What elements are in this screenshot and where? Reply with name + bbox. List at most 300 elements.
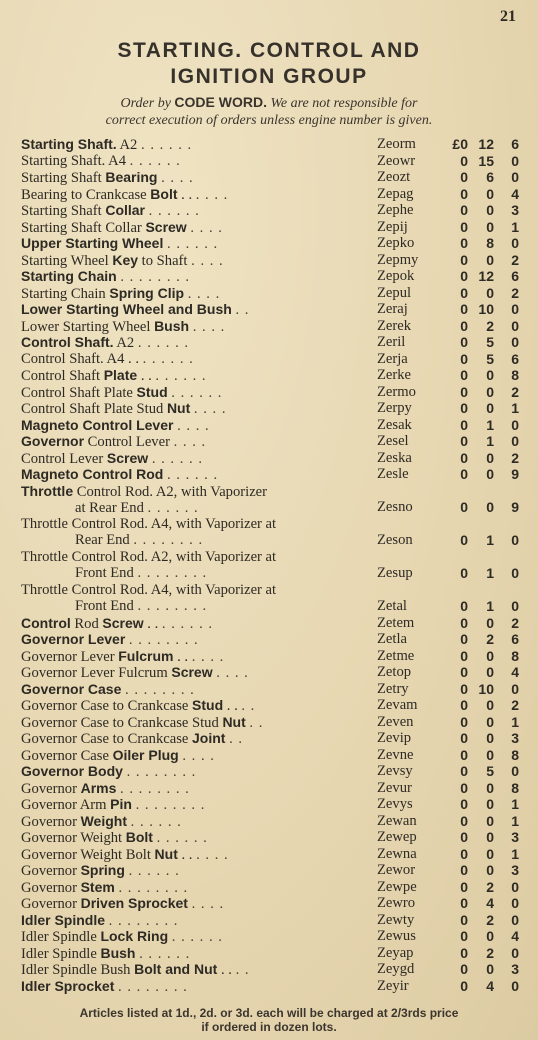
list-item: [21, 549, 521, 582]
part-description: [21, 664, 376, 682]
leader-dots: . . . . . .: [142, 350, 194, 367]
price-shillings: 0: [486, 862, 494, 878]
leader-dots: . .: [241, 698, 256, 714]
part-description: [21, 235, 376, 253]
price-pounds: 0: [460, 499, 468, 515]
description-segment: Spring Clip: [109, 284, 185, 301]
price-shillings: 0: [486, 796, 494, 812]
description-segment: Nut: [222, 713, 246, 730]
price-shillings: 0: [486, 367, 494, 383]
price-shillings: 0: [486, 284, 494, 301]
list-item: [21, 235, 521, 252]
part-description: [21, 351, 376, 368]
description-segment: Bolt: [150, 185, 178, 202]
code-word: Zevys: [377, 796, 413, 812]
price-shillings: 2: [486, 317, 494, 334]
price-pounds: 0: [460, 862, 468, 878]
code-word: Zetal: [377, 598, 407, 614]
price-shillings: 8: [486, 235, 494, 251]
price-shillings: 15: [478, 152, 494, 169]
description-segment: Governor: [21, 780, 81, 797]
price-pounds: 0: [460, 383, 468, 400]
code-word: Zerja: [377, 350, 408, 367]
part-description: [21, 829, 376, 847]
code-word: Zewty: [377, 911, 415, 928]
description-segment: Throttle: [21, 482, 74, 499]
price-shillings: 4: [486, 977, 494, 994]
code-word: Zewor: [377, 862, 416, 878]
leader-dots: . . . .: [196, 846, 229, 863]
description-segment: Starting Shaft: [21, 170, 106, 186]
description-segment: Bearing to Crankcase: [21, 186, 151, 203]
price-pounds: 0: [460, 911, 468, 928]
description-segment: Idler Spindle: [21, 945, 101, 962]
part-description: [21, 301, 376, 319]
footer-line-1: Articles listed at 1d., 2d. or 3d. each will be charged at 2/3rds price: [79, 1006, 459, 1020]
part-description: [21, 615, 376, 633]
list-item: [21, 466, 521, 483]
part-description: [21, 136, 376, 154]
price-pounds: 0: [460, 317, 468, 334]
code-word: Zevam: [377, 697, 418, 713]
description-segment: Stud: [136, 383, 168, 400]
code-word: Zepag: [377, 185, 414, 202]
leader-dots: . . . .: [195, 186, 229, 203]
list-item: [21, 417, 521, 434]
description-segment: Governor: [21, 896, 81, 912]
part-description: [21, 862, 376, 880]
price-shillings: 5: [486, 763, 494, 779]
price-pounds: 0: [460, 829, 468, 845]
description-segment: Lower Starting Wheel: [21, 318, 155, 335]
price-pence: 0: [511, 152, 519, 169]
description-segment: Governor Case to Crankcase Stud: [21, 714, 223, 731]
code-word: Zetla: [377, 631, 407, 647]
part-description: [21, 895, 376, 913]
price-shillings: 0: [486, 812, 494, 829]
price-shillings: 0: [486, 779, 494, 796]
description-segment: Starting Wheel: [21, 252, 113, 269]
part-description: [21, 417, 376, 435]
leader-dots: . . . .: [193, 401, 227, 417]
leader-dots: . . . . . . . .: [118, 978, 188, 995]
description-segment: Pin: [110, 796, 132, 812]
price-shillings: 0: [486, 829, 494, 845]
leader-dots: . . . . . .: [129, 152, 181, 169]
price-pence: 0: [511, 235, 519, 251]
code-word: Zesak: [377, 416, 412, 433]
description-segment: . .: [143, 615, 159, 632]
leader-dots: . . . . . .: [161, 615, 214, 632]
part-description: [21, 285, 376, 303]
price-pounds: 0: [460, 746, 468, 763]
description-segment: Driven Sprocket: [80, 895, 188, 911]
subtitle-line-2: correct execution of orders unless engine number is given.: [105, 113, 433, 128]
part-description: [21, 681, 376, 699]
leader-dots: . . . .: [177, 417, 210, 434]
part-description: [21, 153, 376, 170]
list-item: [21, 318, 521, 335]
price-shillings: 5: [486, 334, 494, 350]
price-pence: 0: [511, 895, 519, 911]
leader-dots: . . . .: [173, 434, 207, 450]
part-description: [21, 433, 376, 451]
price-pounds: 0: [460, 961, 468, 977]
price-pounds: 0: [460, 763, 468, 779]
part-description: [21, 796, 376, 814]
description-segment: Control Rod. A2, with Vaporizer: [73, 483, 268, 500]
price-pence: 9: [511, 466, 519, 482]
leader-dots: . .: [249, 714, 264, 731]
leader-dots: . . . .: [191, 896, 225, 912]
description-segment: Screw: [102, 614, 144, 631]
footer-line-2: if ordered in dozen lots.: [201, 1020, 337, 1034]
price-pence: 0: [511, 878, 519, 895]
list-item: [21, 714, 521, 731]
description-segment: Governor Lever: [21, 648, 119, 665]
price-shillings: 1: [486, 416, 494, 433]
description-segment: . .: [223, 698, 238, 714]
code-word: Zesle: [377, 466, 409, 482]
price-pence: 2: [511, 284, 519, 301]
list-item: [21, 780, 521, 797]
price-pounds: 0: [460, 680, 468, 697]
price-shillings: 10: [478, 301, 494, 317]
price-pounds: 0: [460, 449, 468, 466]
price-shillings: 0: [486, 928, 494, 944]
list-item: [21, 136, 521, 153]
description-segment: Stud: [192, 697, 224, 713]
description-segment: Starting Shaft: [21, 203, 106, 219]
list-item: [21, 895, 521, 912]
part-description: [21, 466, 376, 484]
code-word: Zepul: [377, 284, 412, 301]
price-pence: 2: [511, 383, 519, 400]
price-pence: 4: [511, 928, 519, 944]
leader-dots: . . . . . .: [171, 384, 223, 401]
description-segment: Starting Chain: [21, 268, 117, 284]
description-segment: A2: [113, 335, 135, 351]
description-segment: Governor Arm: [21, 797, 111, 813]
leader-dots: . . . . . .: [137, 335, 190, 351]
price-pounds: 0: [460, 796, 468, 812]
leader-dots: . . . .: [161, 170, 194, 186]
title-line-1: STARTING. CONTROL AND: [117, 39, 421, 62]
description-segment: Control Shaft: [21, 368, 104, 384]
leader-dots: . . . . . . . .: [118, 879, 189, 896]
list-item: [21, 664, 521, 681]
price-shillings: 4: [486, 895, 494, 911]
part-description: [21, 648, 376, 666]
list-item: [21, 516, 521, 549]
description-segment: Governor Weight Bolt: [21, 846, 155, 863]
price-shillings: 2: [486, 878, 494, 895]
price-pence: 1: [511, 796, 519, 812]
list-item: [21, 615, 521, 632]
code-word: Zeril: [377, 334, 406, 350]
part-description: [21, 631, 376, 649]
list-item: [21, 648, 521, 665]
list-item: [21, 186, 521, 203]
description-segment: Starting Chain: [21, 285, 110, 302]
description-segment: Governor Weight: [21, 830, 126, 846]
description-segment: Joint: [192, 730, 226, 746]
price-pence: 0: [511, 334, 519, 350]
price-pounds: 0: [460, 400, 468, 416]
part-description: [21, 186, 376, 204]
price-pounds: 0: [460, 268, 468, 284]
price-pounds: 0: [460, 730, 468, 746]
list-item: [21, 582, 521, 615]
price-pounds: 0: [460, 169, 468, 185]
list-item: [21, 285, 521, 302]
code-word: Zepmy: [377, 251, 419, 268]
price-pounds: 0: [460, 713, 468, 730]
code-word: Zepko: [377, 235, 415, 251]
list-item: [21, 796, 521, 813]
list-item: [21, 433, 521, 450]
subtitle-text-1: Order by: [120, 96, 171, 111]
description-segment: Magneto Control Lever: [21, 416, 174, 433]
code-word: Zeraj: [377, 301, 408, 317]
price-pence: 8: [511, 647, 519, 664]
description-continuation: Front End: [75, 598, 134, 614]
price-shillings: 6: [486, 169, 494, 185]
price-pounds: 0: [460, 779, 468, 796]
part-description: [21, 582, 376, 615]
price-pounds: 0: [460, 565, 468, 581]
price-pence: 2: [511, 449, 519, 466]
list-item: [21, 747, 521, 764]
part-description: [21, 780, 376, 798]
leader-dots: . . . . . . . .: [125, 681, 195, 698]
description-segment: Governor Case to Crankcase: [21, 698, 193, 714]
price-pounds: 0: [460, 878, 468, 895]
list-item: [21, 697, 521, 714]
description-segment: Bearing: [105, 169, 158, 185]
price-pounds: 0: [460, 334, 468, 350]
price-pence: 8: [511, 779, 519, 796]
description-segment: Bolt: [125, 829, 153, 845]
price-pounds: 0: [460, 235, 468, 251]
price-pence: 0: [511, 598, 519, 614]
leader-dots: . . . .: [191, 252, 224, 269]
price-pence: 6: [511, 631, 519, 647]
price-pounds: 0: [460, 350, 468, 367]
list-item: [21, 978, 521, 995]
list-item: [21, 351, 521, 368]
price-pence: 0: [511, 169, 519, 185]
description-segment: Lock Ring: [100, 928, 169, 944]
footer-note: [0, 1006, 538, 1034]
code-word: Zevip: [377, 730, 412, 746]
description-segment: Throttle Control Rod. A4, with Vaporizer at: [21, 515, 277, 532]
price-pence: 3: [511, 202, 519, 218]
code-word: Zeorm: [377, 136, 416, 152]
price-pounds: 0: [460, 812, 468, 829]
price-pounds: 0: [460, 977, 468, 994]
code-word: Zewpe: [377, 878, 417, 895]
code-word: Zepok: [377, 268, 415, 284]
description-segment: Bush: [100, 944, 136, 961]
code-word: Zesno: [377, 499, 413, 515]
part-description: [21, 252, 376, 270]
code-word: Zesup: [377, 565, 413, 581]
description-segment: Control Shaft Plate: [21, 384, 137, 401]
price-pence: 6: [511, 350, 519, 367]
list-item: [21, 961, 521, 978]
list-item: [21, 631, 521, 648]
leader-dots: . . . . . . . .: [133, 532, 204, 548]
price-pence: 0: [511, 317, 519, 334]
code-word: Zepij: [377, 218, 408, 235]
leader-dots: . . . . . . . .: [128, 632, 199, 648]
leader-dots: . . . . . . . .: [120, 269, 191, 285]
leader-dots: . . . .: [216, 665, 249, 681]
code-word: Zerpy: [377, 400, 412, 416]
description-segment: Control Shaft.: [21, 334, 114, 350]
description-continuation: Rear End: [75, 532, 130, 548]
price-pence: 6: [511, 136, 519, 152]
code-word: Zewna: [377, 845, 417, 862]
part-description: [21, 549, 376, 582]
list-item: [21, 846, 521, 863]
part-description: [21, 516, 376, 549]
code-word: Zesel: [377, 433, 409, 449]
list-item: [21, 450, 521, 467]
description-segment: Lower Starting Wheel and Bush: [21, 301, 232, 317]
price-pounds: 0: [460, 185, 468, 202]
part-description: [21, 747, 376, 765]
price-pounds: £0: [452, 136, 468, 152]
price-pounds: 0: [460, 664, 468, 680]
price-pence: 9: [511, 499, 519, 515]
leader-dots: . . . .: [187, 285, 221, 302]
part-description: [21, 318, 376, 336]
part-description: [21, 879, 376, 897]
code-word: Zetem: [377, 614, 415, 631]
description-segment: Spring: [80, 862, 125, 878]
description-segment: Bolt and Nut: [134, 961, 218, 977]
price-shillings: 5: [486, 350, 494, 367]
price-pence: 4: [511, 185, 519, 202]
description-segment: Nut: [166, 400, 191, 416]
price-shillings: 1: [486, 565, 494, 581]
price-pence: 8: [511, 746, 519, 763]
description-segment: Control: [21, 614, 71, 631]
description-segment: Magneto Control Rod: [21, 466, 164, 482]
list-item: [21, 730, 521, 747]
leader-dots: . . . . . . . .: [126, 764, 197, 780]
price-shillings: 0: [486, 400, 494, 416]
list-item: [21, 367, 521, 384]
list-item: [21, 202, 521, 219]
description-segment: . .: [177, 846, 193, 863]
code-word: Zeyap: [377, 944, 414, 961]
part-description: [21, 450, 376, 468]
leader-dots: . . . .: [192, 318, 226, 335]
price-pence: 3: [511, 862, 519, 878]
description-segment: Governor Case: [21, 747, 113, 764]
price-shillings: 0: [486, 961, 494, 977]
price-shillings: 0: [486, 185, 494, 202]
price-pence: 2: [511, 697, 519, 713]
part-description: [21, 697, 376, 715]
price-pounds: 0: [460, 301, 468, 317]
description-segment: Governor Lever Fulcrum: [21, 665, 172, 681]
price-pounds: 0: [460, 433, 468, 449]
price-pounds: 0: [460, 614, 468, 631]
code-word: Zeven: [377, 713, 414, 730]
price-pence: 1: [511, 845, 519, 862]
part-description: [21, 169, 376, 187]
part-description: [21, 730, 376, 748]
description-segment: Starting Shaft. A4: [21, 152, 126, 169]
price-shillings: 0: [486, 202, 494, 218]
description-segment: Governor Body: [21, 763, 123, 779]
description-segment: A2: [116, 137, 138, 153]
part-description: [21, 334, 376, 352]
code-word: Zewan: [377, 812, 417, 829]
list-item: [21, 681, 521, 698]
parts-list: [21, 136, 521, 994]
description-segment: Control Lever: [21, 450, 107, 467]
description-segment: Control Shaft Plate Stud: [21, 401, 167, 417]
description-segment: Governor: [21, 433, 85, 449]
code-word-label: CODE WORD.: [174, 94, 267, 110]
code-word: Zeowr: [377, 152, 416, 169]
price-pounds: 0: [460, 251, 468, 268]
price-pounds: 0: [460, 367, 468, 383]
leader-dots: . . . . . .: [139, 945, 191, 962]
code-word: Zewep: [377, 829, 417, 845]
description-segment: Oiler Plug: [112, 746, 179, 763]
list-item: [21, 945, 521, 962]
description-segment: . .: [217, 962, 232, 978]
price-shillings: 0: [486, 845, 494, 862]
price-pence: 0: [511, 977, 519, 994]
price-pounds: 0: [460, 532, 468, 548]
leader-dots: . . . . . . . .: [137, 598, 208, 614]
description-segment: Stem: [80, 878, 115, 895]
price-shillings: 10: [478, 680, 494, 697]
list-item: [21, 219, 521, 236]
price-pence: 0: [511, 680, 519, 697]
price-shillings: 0: [486, 697, 494, 713]
price-pence: 3: [511, 730, 519, 746]
description-segment: . .: [137, 368, 152, 384]
price-pence: 8: [511, 367, 519, 383]
list-item: [21, 483, 521, 516]
price-shillings: 0: [486, 746, 494, 763]
description-segment: Throttle Control Rod. A4, with Vaporizer at: [21, 581, 277, 598]
description-segment: Governor: [21, 879, 81, 896]
leader-dots: . . . . . . . .: [135, 797, 206, 813]
code-word: Zeyir: [377, 977, 409, 994]
description-line-2: [21, 532, 376, 549]
description-segment: Idler Sprocket: [21, 977, 115, 994]
price-shillings: 0: [486, 713, 494, 730]
leader-dots: . .: [235, 302, 250, 318]
price-pounds: 0: [460, 152, 468, 169]
price-pence: 0: [511, 911, 519, 928]
part-description: [21, 763, 376, 781]
description-segment: . .: [173, 648, 189, 665]
price-pence: 0: [511, 565, 519, 581]
description-line-2: [21, 598, 376, 615]
price-pence: 3: [511, 829, 519, 845]
list-item: [21, 169, 521, 186]
